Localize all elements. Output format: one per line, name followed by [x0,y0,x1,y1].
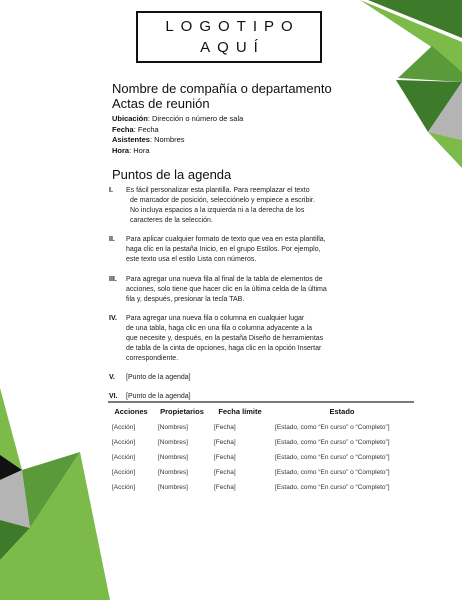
status-cell: [Estado, como “En curso” o “Completo”] [275,439,390,446]
action-items-table [108,401,414,495]
document-title: Actas de reunión [112,96,210,111]
owners-cell: [Nombres] [158,424,188,431]
due-date-cell: [Fecha] [214,469,236,476]
header-due-date: Fecha límite [218,407,262,416]
due-date-cell: [Fecha] [214,424,236,431]
action-cell: [Acción] [112,469,136,476]
agenda-item-number: III. [109,276,117,283]
agenda-item [109,314,417,364]
action-cell: [Acción] [112,424,136,431]
header-actions: Acciones [114,407,148,416]
owners-cell: [Nombres] [158,469,188,476]
deco-green-shape [360,0,462,72]
agenda-item-line: este texto usa el estilo Lista con números. [126,256,257,263]
agenda-item-line: No incluya espacios a la izquierda ni a la derecha de los [130,207,305,214]
deco-green-shape [368,0,462,38]
meeting-details [112,114,382,156]
agenda-item-number: VI. [109,393,118,400]
agenda-item-line: de tabla de la cinta de opciones, haga clic en la opción Insertar [126,345,322,352]
agenda-item-line: correspondiente. [126,355,179,362]
header-owners: Propietarios [160,407,204,416]
owners-cell: [Nombres] [158,454,188,461]
table-row [108,435,414,450]
header-status: Estado [329,407,355,416]
agenda-item-line: caracteres de la selección. [130,217,213,224]
logo-placeholder [136,11,322,63]
agenda-title: Puntos de la agenda [112,167,232,182]
owners-cell: [Nombres] [158,484,188,491]
deco-grey-shape [428,82,462,140]
deco-green-shape [396,80,462,132]
status-cell: [Estado, como “En curso” o “Completo”] [275,469,390,476]
agenda-item-number: V. [109,374,115,381]
deco-green-shape [22,452,80,528]
agenda-item [109,235,417,265]
agenda-item-line: Para agregar una nueva fila al final de la tabla de elementos de [126,276,323,283]
agenda-item [109,186,417,226]
action-cell: [Acción] [112,454,136,461]
deco-green-shape [0,388,22,500]
table-row [108,480,414,495]
agenda-item-line: que necesite y, después, en la pestaña Diseño de herramientas [126,335,324,342]
meta-location: Ubicación: Dirección o número de sala [112,114,244,123]
table-row [108,465,414,480]
document-header [112,81,382,156]
deco-grey-shape [0,470,30,528]
table-body [108,420,414,495]
meta-attendees: Asistentes: Nombres [112,135,185,144]
agenda-item-line: Para agregar una nueva fila o columna en cualquier lugar [126,315,305,322]
due-date-cell: [Fecha] [214,484,236,491]
deco-green-shape [0,520,30,560]
agenda-item [109,373,417,383]
meta-time: Hora: Hora [112,145,150,155]
agenda-section [109,167,417,402]
due-date-cell: [Fecha] [214,439,236,446]
due-date-cell: [Fecha] [214,454,236,461]
status-cell: [Estado, como “En curso” o “Completo”] [275,454,390,461]
table-row [108,420,414,435]
meta-date: Fecha: Fecha [112,124,159,134]
deco-green-shape [428,132,462,168]
agenda-item-number: I. [109,187,113,194]
status-cell: [Estado, como “En curso” o “Completo”] [275,484,390,491]
logo-line-2: AQUÍ [200,39,265,56]
owners-cell: [Nombres] [158,439,188,446]
agenda-item-line: [Punto de la agenda] [126,374,191,381]
action-cell: [Acción] [112,439,136,446]
company-name: Nombre de compañía o departamento [112,81,332,96]
agenda-item-line: acciones, solo tiene que hacer clic en la última celda de la última [126,286,327,293]
table-row [108,450,414,465]
action-cell: [Acción] [112,484,136,491]
agenda-list [109,186,417,402]
table-header-row [108,403,414,420]
agenda-item-number: II. [109,236,115,243]
deco-green-shape [398,46,462,82]
deco-black-shape [0,455,22,480]
agenda-item-line: haga clic en la pestaña Inicio, en el grupo Estilos. Por ejemplo, [126,246,321,253]
logo-line-1: LOGOTIPO [165,18,300,35]
agenda-item-number: IV. [109,315,117,322]
deco-green-shape [0,452,110,600]
agenda-item-line: Para aplicar cualquier formato de texto que vea en esta plantilla, [126,236,326,243]
agenda-item-line: de una tabla, haga clic en una fila o columna adyacente a la [126,325,313,332]
agenda-item-line: Es fácil personalizar esta plantilla. Para reemplazar el texto [126,187,310,194]
status-cell: [Estado, como “En curso” o “Completo”] [275,424,390,431]
agenda-item-line: fila y, después, presionar la tecla TAB. [126,296,245,303]
agenda-item-line: de marcador de posición, selecciónelo y empiece a escribir. [130,197,315,204]
agenda-item-line: [Punto de la agenda] [126,393,191,400]
agenda-item [109,275,417,305]
